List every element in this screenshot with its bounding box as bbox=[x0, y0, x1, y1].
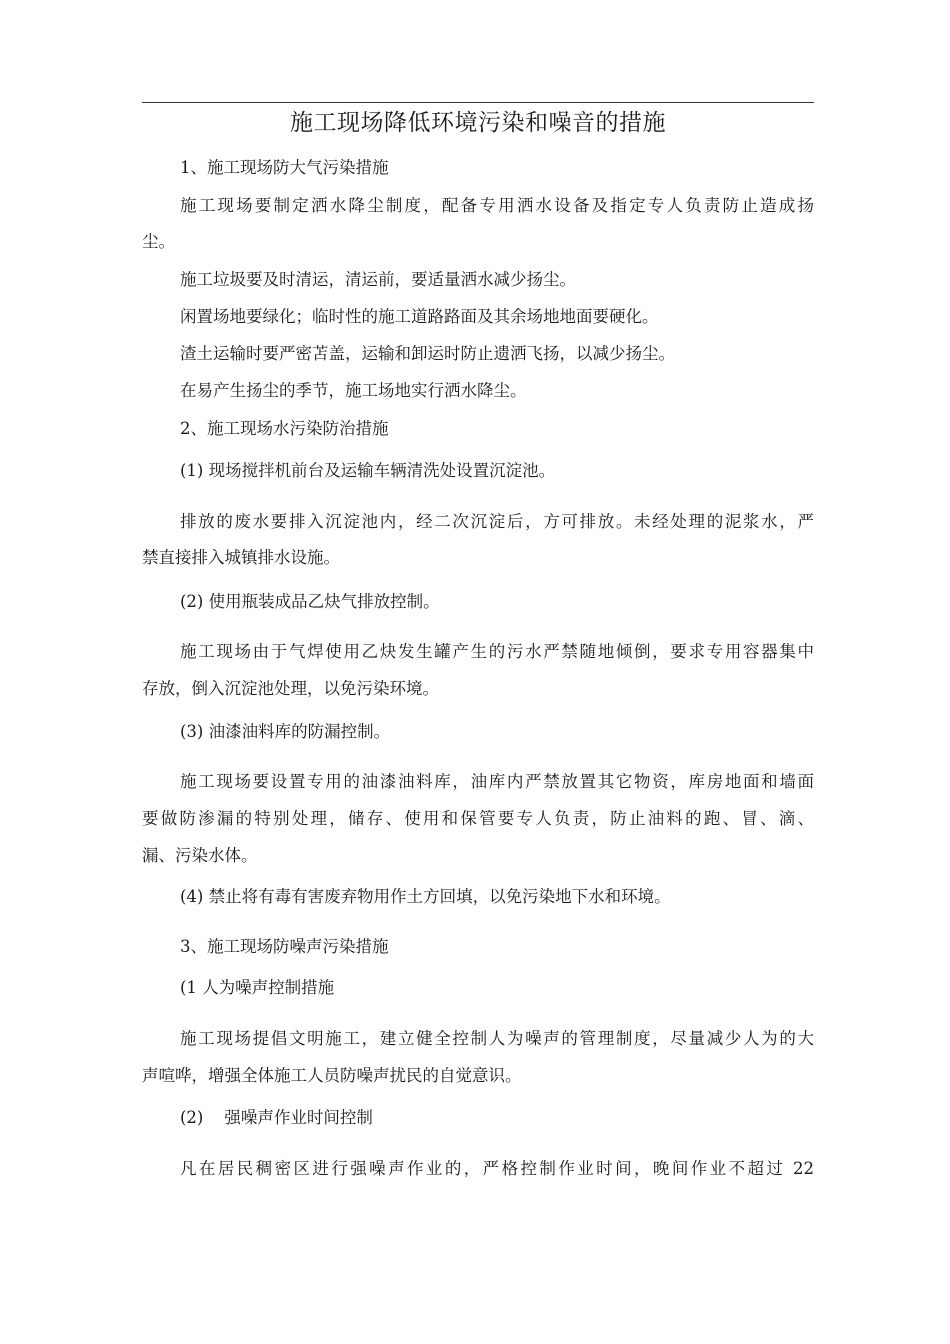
paragraph-line: 施工垃圾要及时清运，清运前，要适量洒水减少扬尘。 bbox=[180, 270, 576, 289]
list-item: (1) 现场搅拌机前台及运输车辆清洗处设置沉淀池。 bbox=[180, 461, 556, 480]
paragraph-line: 禁直接排入城镇排水设施。 bbox=[142, 548, 340, 567]
paragraph-line: 存放，倒入沉淀池处理，以免污染环境。 bbox=[142, 679, 439, 698]
list-item: (1 人为噪声控制措施 bbox=[180, 978, 335, 997]
paragraph-line: 漏、污染水体。 bbox=[142, 846, 258, 865]
paragraph-line: 施工现场提倡文明施工，建立健全控制人为噪声的管理制度，尽量减少人为的大 bbox=[180, 1029, 814, 1048]
paragraph-line: 施工现场由于气焊使用乙炔发生罐产生的污水严禁随地倾倒，要求专用容器集中 bbox=[180, 642, 814, 661]
paragraph-line: 凡在居民稠密区进行强噪声作业的，严格控制作业时间，晚间作业不超过 22 bbox=[180, 1159, 814, 1178]
paragraph-line: 声喧哗，增强全体施工人员防噪声扰民的自觉意识。 bbox=[142, 1066, 522, 1085]
document-title: 施工现场降低环境污染和噪音的措施 bbox=[290, 110, 666, 136]
list-item: (4) 禁止将有毒有害废弃物用作土方回填，以免污染地下水和环境。 bbox=[180, 887, 671, 906]
paragraph-line: 闲置场地要绿化；临时性的施工道路路面及其余场地地面要硬化。 bbox=[180, 307, 659, 326]
paragraph-line: 在易产生扬尘的季节，施工场地实行洒水降尘。 bbox=[180, 381, 527, 400]
paragraph-line: 施工现场要制定洒水降尘制度，配备专用洒水设备及指定专人负责防止造成扬 bbox=[180, 196, 814, 215]
section-heading-1: 1、施工现场防大气污染措施 bbox=[180, 158, 389, 177]
paragraph-line: 排放的废水要排入沉淀池内，经二次沉淀后，方可排放。未经处理的泥浆水，严 bbox=[180, 512, 814, 531]
paragraph-line: 尘。 bbox=[142, 232, 175, 251]
section-heading-3: 3、施工现场防噪声污染措施 bbox=[180, 937, 389, 956]
list-item: (2) 使用瓶装成品乙炔气排放控制。 bbox=[180, 592, 440, 611]
paragraph-line: 施工现场要设置专用的油漆油料库，油库内严禁放置其它物资，库房地面和墙面 bbox=[180, 772, 814, 791]
section-heading-2: 2、施工现场水污染防治措施 bbox=[180, 419, 389, 438]
paragraph-line: 要做防渗漏的特别处理，储存、使用和保管要专人负责，防止油料的跑、冒、滴、 bbox=[142, 809, 814, 828]
paragraph-line: 渣土运输时要严密苫盖，运输和卸运时防止遗洒飞扬，以减少扬尘。 bbox=[180, 344, 675, 363]
header-rule bbox=[142, 102, 814, 103]
list-item: (3) 油漆油料库的防漏控制。 bbox=[180, 722, 391, 741]
list-item: (2) 强噪声作业时间控制 bbox=[180, 1108, 373, 1127]
